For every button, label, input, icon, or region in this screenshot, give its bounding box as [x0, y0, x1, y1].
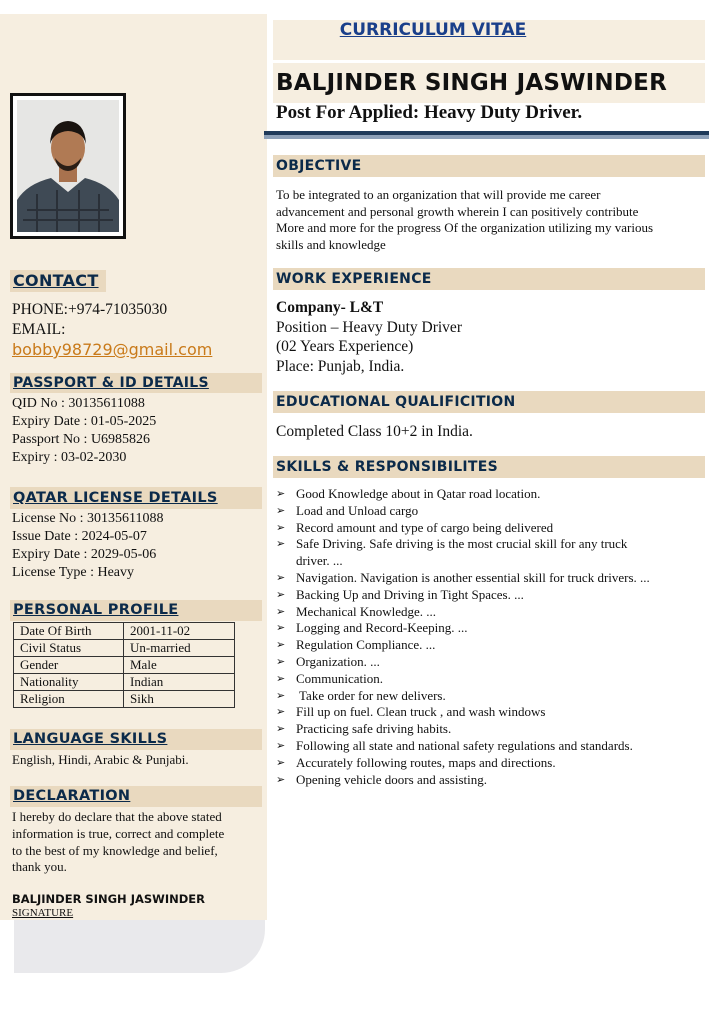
license-details: [12, 510, 164, 582]
qid-expiry: Expiry Date : 01-05-2025: [12, 414, 157, 429]
arrow-bullet-icon: ➢: [276, 654, 286, 668]
list-item: ➢ Load and Unload cargo: [276, 502, 419, 518]
person-photo-icon: [17, 100, 119, 232]
arrow-bullet-icon: ➢: [276, 604, 286, 618]
table-row: [14, 640, 235, 657]
list-item: ➢ Logging and Record-Keeping. ...: [276, 620, 468, 636]
declaration-line: information is true, correct and complete: [12, 825, 225, 841]
license-type: License Type : Heavy: [12, 565, 134, 580]
profile-value: Un-married: [124, 640, 235, 657]
profile-value: Male: [124, 657, 235, 674]
skills-heading: SKILLS & RESPONSIBILITES: [273, 456, 705, 478]
declaration-heading: DECLARATION: [10, 786, 262, 807]
passport-expiry: Expiry : 03-02-2030: [12, 450, 127, 465]
avatar: [17, 100, 119, 232]
arrow-bullet-icon: ➢: [276, 621, 286, 635]
objective-line: advancement and personal growth wherein I can positively contribute: [276, 203, 639, 219]
work-experience-years: (02 Years Experience): [276, 338, 414, 355]
arrow-bullet-icon: ➢: [276, 738, 286, 752]
passport-heading: PASSPORT & ID DETAILS: [10, 373, 262, 393]
table-row: [14, 623, 235, 640]
list-item: ➢ Safe Driving. Safe driving is the most crucial skill for any truck driver. ...: [276, 536, 628, 569]
passport-number: Passport No : U6985826: [12, 432, 151, 447]
list-item: ➢ Practicing safe driving habits.: [276, 721, 452, 737]
objective-heading: OBJECTIVE: [273, 155, 705, 177]
work-heading: WORK EXPERIENCE: [273, 268, 705, 290]
arrow-bullet-icon: ➢: [276, 487, 286, 500]
objective-line: More and more for the progress Of the organization utilizing my various: [276, 220, 654, 235]
table-row: [14, 691, 235, 708]
list-item: ➢ Navigation. Navigation is another essential skill for truck drivers. ...: [276, 569, 650, 585]
contact-heading: CONTACT: [10, 270, 106, 292]
profile-value: Indian: [124, 674, 235, 691]
header-divider-shadow: [264, 135, 709, 139]
profile-label: Date Of Birth: [14, 623, 124, 640]
profile-label: Gender: [14, 657, 124, 674]
education-heading: EDUCATIONAL QUALIFICITION: [273, 391, 705, 413]
post-applied: Post For Applied: Heavy Duty Driver.: [276, 102, 583, 123]
arrow-bullet-icon: ➢: [276, 570, 286, 584]
list-item: ➢ Mechanical Knowledge. ...: [276, 603, 437, 619]
arrow-bullet-icon: ➢: [276, 755, 286, 769]
arrow-bullet-icon: ➢: [276, 587, 286, 601]
phone-text: PHONE:+974-71035030: [12, 301, 168, 318]
profile-photo: [10, 93, 126, 239]
table-row: [14, 674, 235, 691]
list-item: ➢ Backing Up and Driving in Tight Spaces. ...: [276, 586, 524, 602]
skills-list: [274, 486, 704, 788]
list-item: ➢ Communication.: [276, 670, 384, 686]
work-place: Place: Punjab, India.: [276, 357, 405, 375]
license-heading: QATAR LICENSE DETAILS: [10, 487, 262, 509]
declaration-text: [12, 809, 224, 876]
profile-heading: PERSONAL PROFILE: [10, 600, 262, 621]
arrow-bullet-icon: ➢: [276, 520, 286, 534]
email-link[interactable]: bobby98729@gmail.com: [12, 340, 213, 359]
list-item: ➢ Following all state and national safety regulations and standards.: [276, 737, 633, 753]
language-heading: LANGUAGE SKILLS: [10, 729, 262, 750]
work-position: Position – Heavy Duty Driver: [276, 318, 462, 336]
table-row: [14, 657, 235, 674]
arrow-bullet-icon: ➢: [276, 705, 286, 719]
arrow-bullet-icon: ➢: [276, 671, 286, 685]
arrow-bullet-icon: ➢: [276, 722, 286, 736]
profile-table: [13, 622, 235, 708]
declaration-line: I hereby do declare that the above stated: [12, 809, 222, 824]
arrow-bullet-icon: ➢: [276, 772, 286, 786]
arrow-bullet-icon: ➢: [276, 688, 286, 702]
declaration-line: thank you.: [12, 859, 67, 875]
list-item: ➢ Good Knowledge about in Qatar road location.: [276, 486, 541, 501]
signature-name: BALJINDER SINGH JASWINDER: [12, 892, 205, 906]
cv-title: CURRICULUM VITAE: [339, 20, 527, 40]
objective-line: To be integrated to an organization that will provide me career: [276, 187, 601, 202]
list-item: ➢ Organization. ...: [276, 653, 380, 669]
list-item: ➢ Regulation Compliance. ...: [276, 637, 436, 653]
language-text: English, Hindi, Arabic & Punjabi.: [12, 752, 189, 767]
email-label: EMAIL:: [12, 321, 66, 338]
list-item: ➢ Opening vehicle doors and assisting.: [276, 771, 487, 787]
profile-label: Religion: [14, 691, 124, 708]
work-details: [276, 298, 462, 376]
education-text: Completed Class 10+2 in India.: [276, 423, 473, 440]
arrow-bullet-icon: ➢: [276, 638, 286, 652]
candidate-name: BALJINDER SINGH JASWINDER: [276, 70, 667, 96]
objective-line: skills and knowledge: [276, 236, 386, 252]
company-name: Company- L&T: [276, 299, 384, 316]
license-number: License No : 30135611088: [12, 511, 164, 526]
signature-label: SIGNATURE: [12, 907, 74, 919]
license-expiry-date: Expiry Date : 2029-05-06: [12, 547, 157, 562]
license-issue-date: Issue Date : 2024-05-07: [12, 529, 147, 544]
profile-label: Nationality: [14, 674, 124, 691]
arrow-bullet-icon: ➢: [276, 537, 286, 551]
profile-label: Civil Status: [14, 640, 124, 657]
qid-number: QID No : 30135611088: [12, 396, 145, 411]
profile-value: 2001-11-02: [124, 623, 235, 640]
list-item: ➢ Take order for new delivers.: [276, 687, 446, 703]
arrow-bullet-icon: ➢: [276, 503, 286, 517]
list-item: ➢ Record amount and type of cargo being delivered: [276, 519, 554, 535]
list-item: ➢ Accurately following routes, maps and directions.: [276, 754, 556, 770]
profile-value: Sikh: [124, 691, 235, 708]
declaration-line: to the best of my knowledge and belief,: [12, 842, 218, 858]
list-item: ➢ Fill up on fuel. Clean truck , and wash windows: [276, 704, 546, 720]
passport-details: [12, 395, 156, 467]
objective-text: [276, 187, 653, 253]
